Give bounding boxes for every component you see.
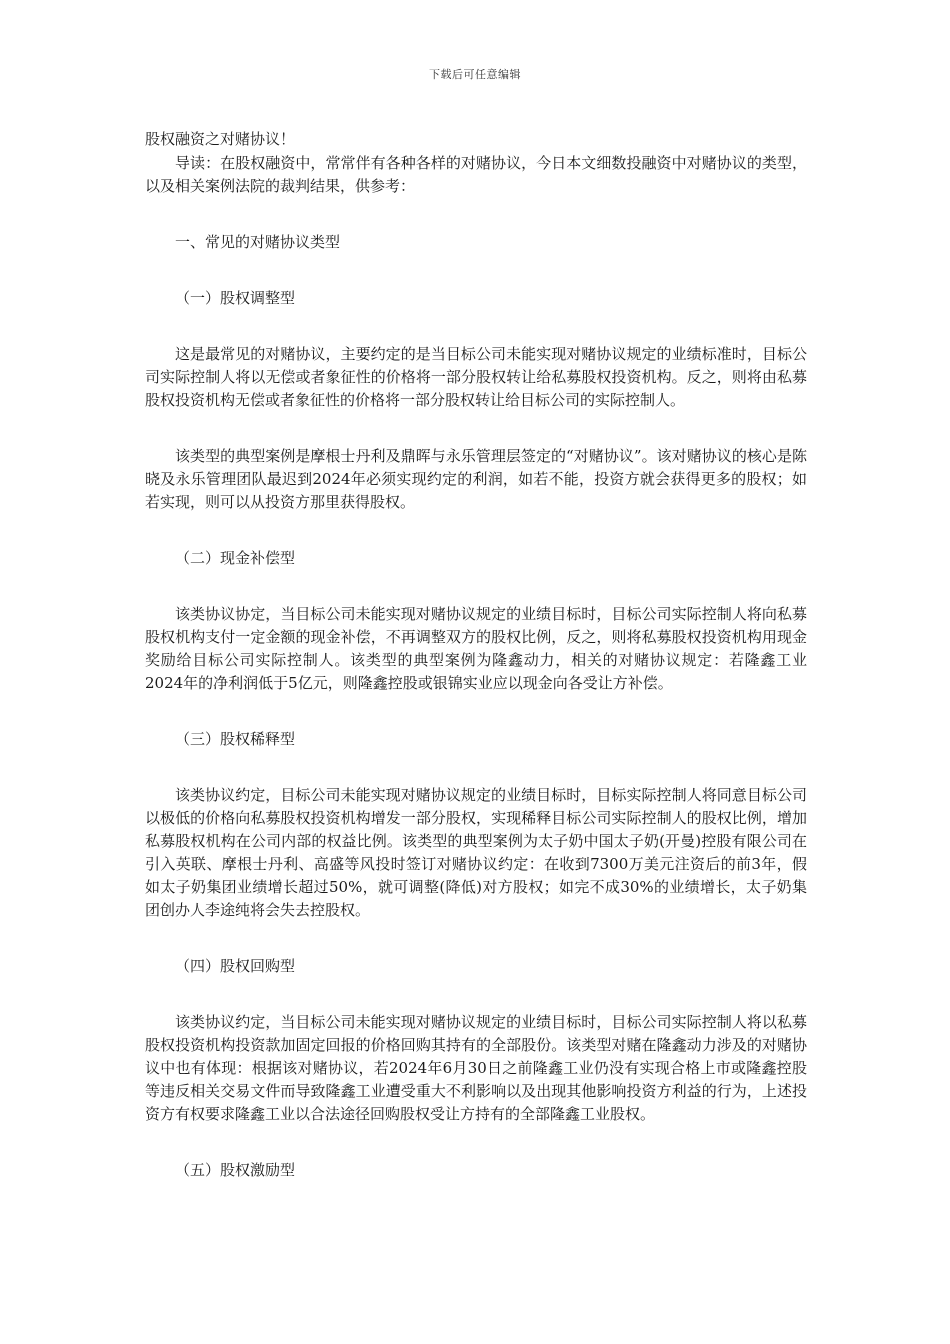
document-body — [145, 128, 807, 1182]
subsection-heading-equity-incentive: （五）股权激励型 — [175, 1161, 296, 1179]
paragraph-equity-adjustment-definition: 这是最常见的对赌协议，主要约定的是当目标公司未能实现对赌协议规定的业绩标准时，目标公司实际控制人将以无偿或者象征性的价格将一部分股权转让给私募股权投资机构。反之，则将由私募股权投资机构无偿或者象征性的价格将一部分股权转让给目标公司的实际控制人。 — [145, 345, 807, 409]
paragraph-equity-adjustment-case: 该类型的典型案例是摩根士丹利及鼎晖与永乐管理层签定的“对赌协议”。该对赌协议的核心是陈晓及永乐管理团队最迟到2024年必须实现约定的利润，如若不能，投资方就会获得更多的股权；如若实现，则可以从投资方那里获得股权。 — [145, 447, 807, 511]
paragraph-equity-dilution: 该类协议约定，目标公司未能实现对赌协议规定的业绩目标时，目标实际控制人将同意目标公司以极低的价格向私募股权投资机构增发一部分股权，实现稀释目标公司实际控制人的股权比例，增加私募股权机构在公司内部的权益比例。该类型的典型案例为太子奶中国太子奶(开曼)控股有限公司在引入英联、摩根士丹利、高盛等风投时签订对赌协议约定：在收到7300万美元注资后的前3年，假如太子奶集团业绩增长超过50%，就可调整(降低)对方股权；如完不成30%的业绩增长，太子奶集团创办人李途纯将会失去控股权。 — [145, 786, 807, 919]
document-title: 股权融资之对赌协议！ — [145, 130, 296, 148]
section-heading-common-types: 一、常见的对赌协议类型 — [175, 233, 341, 251]
subsection-heading-cash-compensation: （二）现金补偿型 — [175, 549, 296, 567]
subsection-heading-equity-adjustment: （一）股权调整型 — [175, 289, 296, 307]
subsection-heading-equity-buyback: （四）股权回购型 — [175, 957, 296, 975]
paragraph-equity-buyback: 该类协议约定，当目标公司未能实现对赌协议规定的业绩目标时，目标公司实际控制人将以私募股权投资机构投资款加固定回报的价格回购其持有的全部股份。该类型对赌在隆鑫动力涉及的对赌协议中也有体现：根据该对赌协议，若2024年6月30日之前隆鑫工业仍没有实现合格上市或隆鑫控股等违反相关交易文件而导致隆鑫工业遭受重大不利影响以及出现其他影响投资方利益的行为，上述投资方有权要求隆鑫工业以合法途径回购股权受让方持有的全部隆鑫工业股权。 — [145, 1013, 807, 1123]
paragraph-cash-compensation: 该类协议协定，当目标公司未能实现对赌协议规定的业绩目标时，目标公司实际控制人将向私募股权机构支付一定金额的现金补偿，不再调整双方的股权比例，反之，则将私募股权投资机构用现金奖励给目标公司实际控制人。该类型的典型案例为隆鑫动力，相关的对赌协议规定：若隆鑫工业2024年的净利润低于5亿元，则隆鑫控股或银锦实业应以现金向各受让方补偿。 — [145, 605, 807, 692]
page-header: 下载后可任意编辑 — [429, 68, 521, 81]
subsection-heading-equity-dilution: （三）股权稀释型 — [175, 730, 296, 748]
intro-paragraph: 导读：在股权融资中，常常伴有各种各样的对赌协议，今日本文细数投融资中对赌协议的类型，以及相关案例法院的裁判结果，供参考： — [145, 154, 807, 195]
